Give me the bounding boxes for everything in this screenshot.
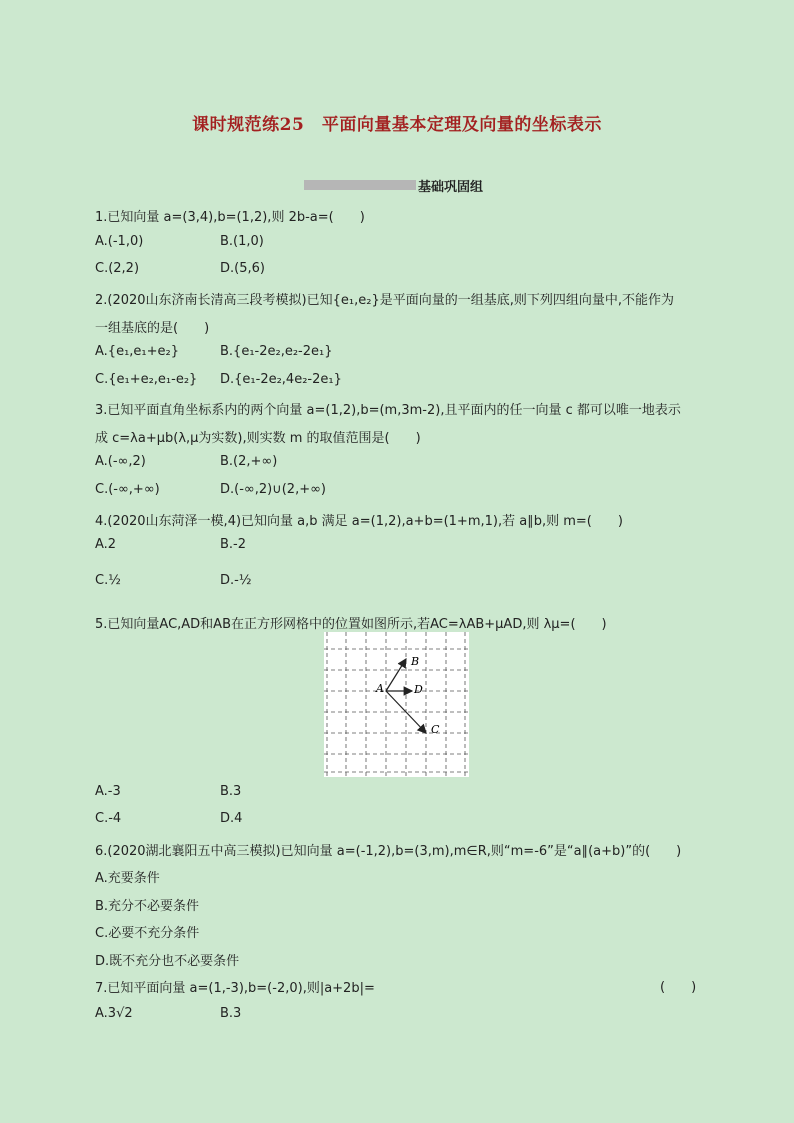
q4-option-c: C.½ — [95, 573, 121, 588]
q4-option-d: D.-½ — [220, 573, 252, 588]
q6-option-b: B.充分不必要条件 — [95, 899, 200, 914]
q6-option-a: A.充要条件 — [95, 871, 160, 886]
section-bar — [304, 180, 416, 190]
question-2-line-2: 一组基底的是( ) — [95, 321, 210, 336]
q5-option-c: C.-4 — [95, 811, 122, 826]
q7-answer-paren: ( ) — [660, 980, 697, 995]
question-2-line-1: 2.(2020山东济南长清高三段考模拟)已知{e₁,e₂}是平面向量的一组基底,则下列四组向量中,不能作为 — [95, 293, 674, 308]
q1-option-a: A.(-1,0) — [95, 234, 144, 249]
point-c-label: C — [431, 723, 440, 736]
q7-option-b: B.3 — [220, 1006, 242, 1021]
q3-option-a: A.(-∞,2) — [95, 454, 146, 469]
vector-grid-diagram — [324, 632, 469, 777]
q6-option-d: D.既不充分也不必要条件 — [95, 954, 240, 969]
q4-option-a: A.2 — [95, 537, 117, 552]
q5-option-a: A.-3 — [95, 784, 121, 799]
grid-lines — [324, 632, 469, 777]
q3-option-b: B.(2,+∞) — [220, 454, 278, 469]
q1-option-c: C.(2,2) — [95, 261, 140, 276]
question-6-text: 6.(2020湖北襄阳五中高三模拟)已知向量 a=(-1,2),b=(3,m),m∈R,则“m=-6”是“a∥(a+b)”的( ) — [95, 844, 682, 859]
question-1-text: 1.已知向量 a=(3,4),b=(1,2),则 2b-a=( ) — [95, 210, 365, 225]
q1-option-d: D.(5,6) — [220, 261, 265, 276]
question-3-line-1: 3.已知平面直角坐标系内的两个向量 a=(1,2),b=(m,3m-2),且平面内的任一向量 c 都可以唯一地表示 — [95, 403, 681, 418]
section-header — [304, 176, 483, 194]
question-4-text: 4.(2020山东菏泽一模,4)已知向量 a,b 满足 a=(1,2),a+b=(1+m,1),若 a∥b,则 m=( ) — [95, 514, 623, 529]
point-d-label: D — [414, 683, 423, 696]
question-3-line-2: 成 c=λa+μb(λ,μ为实数),则实数 m 的取值范围是( ) — [95, 431, 421, 446]
section-label: 基础巩固组 — [418, 179, 484, 195]
question-7-text: 7.已知平面向量 a=(1,-3),b=(-2,0),则|a+2b|= — [95, 981, 375, 996]
point-a-label: A — [376, 682, 384, 695]
q2-option-d: D.{e₁-2e₂,4e₂-2e₁} — [220, 372, 342, 387]
q1-option-b: B.(1,0) — [220, 234, 264, 249]
q5-option-d: D.4 — [220, 811, 243, 826]
grid-figure — [324, 632, 469, 777]
q4-option-b: B.-2 — [220, 537, 247, 552]
q7-option-a: A.3√2 — [95, 1006, 133, 1021]
q5-option-b: B.3 — [220, 784, 242, 799]
point-b-label: B — [411, 655, 420, 668]
q2-option-b: B.{e₁-2e₂,e₂-2e₁} — [220, 344, 333, 359]
q2-option-c: C.{e₁+e₂,e₁-e₂} — [95, 372, 198, 387]
q2-option-a: A.{e₁,e₁+e₂} — [95, 344, 179, 359]
q3-option-d: D.(-∞,2)∪(2,+∞) — [220, 482, 326, 497]
vector-ab — [386, 659, 406, 691]
question-5-text: 5.已知向量AC,AD和AB在正方形网格中的位置如图所示,若AC=λAB+μAD,则 λμ=( ) — [95, 617, 607, 632]
q6-option-c: C.必要不充分条件 — [95, 926, 200, 941]
page-title: 课时规范练25 平面向量基本定理及向量的坐标表示 — [192, 115, 602, 135]
q3-option-c: C.(-∞,+∞) — [95, 482, 160, 497]
